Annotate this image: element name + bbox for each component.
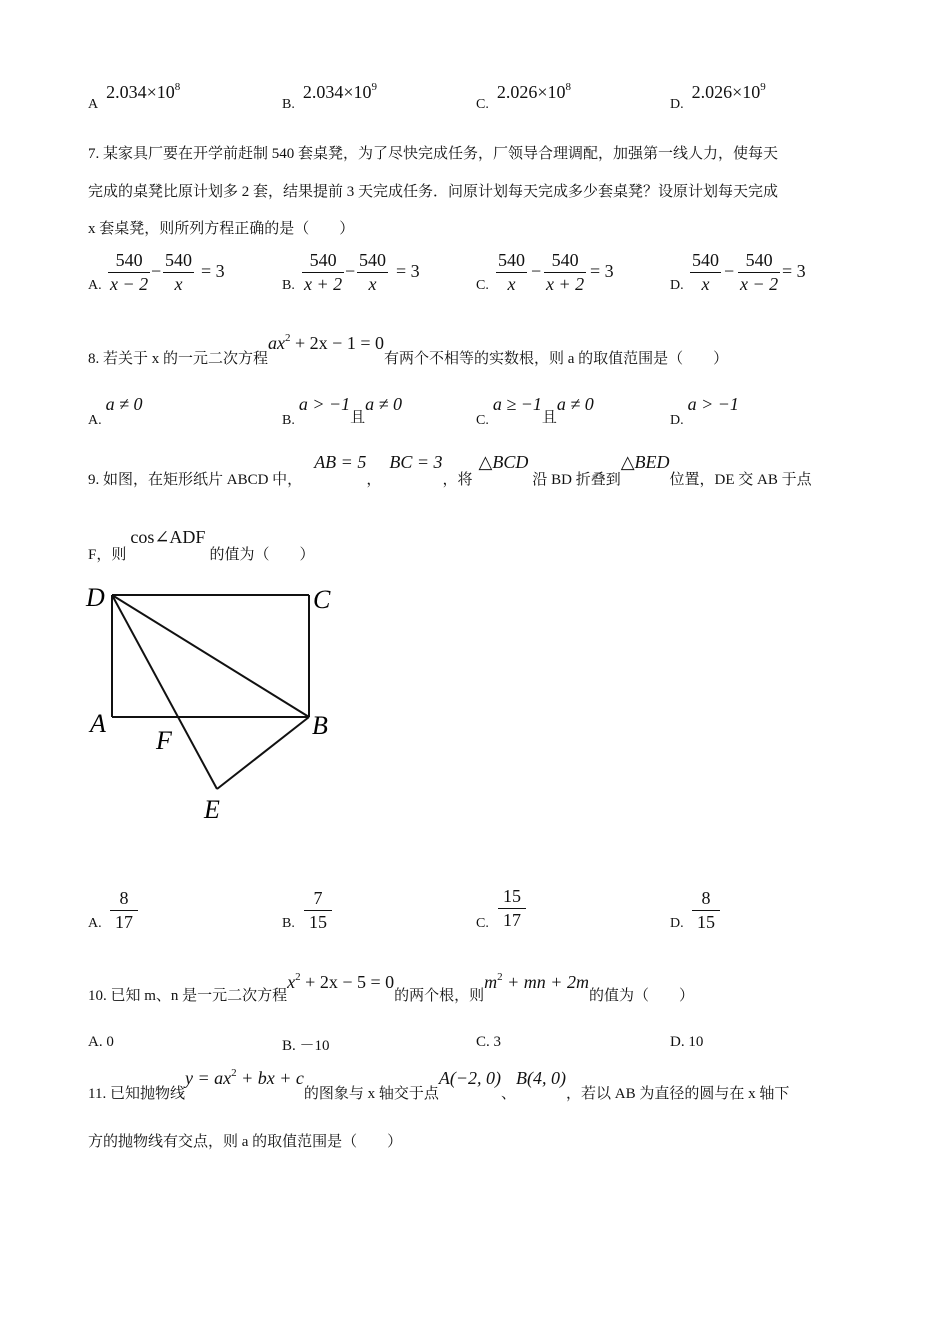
q9-stem-line2: F，则cos∠ADF的值为（ ） — [88, 527, 315, 563]
q7-stem-line2: 完成的桌凳比原计划多 2 套，结果提前 3 天完成任务．问原计划每天完成多少套桌凳？设原计划每天完成 — [88, 184, 779, 200]
q10-option-b[interactable]: B. －10 — [282, 1038, 330, 1054]
vertex-label-c: C — [313, 585, 331, 614]
fraction: 8 15 — [692, 888, 720, 933]
fraction: 540 x — [498, 250, 525, 294]
q6-option-d[interactable]: D. $2.026\times 10^9$ — [670, 81, 766, 112]
fraction: 7 15 — [304, 888, 332, 933]
edge-be — [217, 717, 309, 789]
fraction: 540 x — [692, 250, 719, 294]
vertex-label-d: D — [86, 583, 105, 612]
q6-option-b[interactable]: B. $2.034\times 10^9$ — [282, 81, 377, 112]
exam-page: A $2.034\times 10^8$ B. $2.034\times 10^9$ C. $2.026\times 10^8$ D. $2.026\times 10^9$ 7. 某家具厂要在开学前赶制 540 套桌凳，为了尽快完成任务，厂领导合理调配，加强第一线人力，使每天 完成的桌凳比原计划多 2 套，结果提前 3 天完成任务．问原计划每天完成多少套桌凳？设原计划每天完成 x 套桌凳，则所列方程正确的是（ ） A. 540 x − 2 − 540 x = 3 B. 540 x + 2 − 540 x = 3 C. 540 x − 540 x + 2 = 3 D. 540 x − 540 x − 2 = 3 8. 若关于 x 的一元二次方程$ax^2 + 2x - 1 = 0$有两个不相等的实数根，则 a 的取值范围是（ ） A. a ≠ 0 B. a > −1且a ≠ 0 C. a ≥ −1且a ≠ 0 D. a > −1 9. 如图，在矩形纸片 ABCD 中， AB = 5， BC = 3，将 △BCD 沿 BD 折叠到△BED位置，DE 交 AB 于点 F，则cos∠ADF的值为（ ） D C A B F E A. 8 17 B. 7 15 C. 15 17 D. 8 15 10. 已知 m、n 是一元二次方程$x^2 + 2x - 5 = 0$的两个根，则$m^2$ + mn + 2m的值为（ ） A. 0 B. －10 C. 3 D. 10 11. 已知抛物线$y = ax^2$ + bx + c的图象与 x 轴交于点A(−2, 0)、B(4, 0)，若以 AB 为直径的圆与在 x 轴下 方的抛物线有交点，则 a 的取值范围是（ ） — [0, 0, 950, 1344]
q10-option-a[interactable]: A. 0 — [88, 1034, 114, 1050]
q8-option-c[interactable]: C. a ≥ −1且a ≠ 0 — [476, 394, 594, 428]
q11-stem-line2: 方的抛物线有交点，则 a 的取值范围是（ ） — [88, 1134, 403, 1150]
fraction: 540 x + 2 — [304, 250, 343, 294]
vertex-label-b: B — [312, 711, 328, 740]
q8-option-b[interactable]: B. a > −1且a ≠ 0 — [282, 394, 403, 428]
q7-stem-line1: 7. 某家具厂要在开学前赶制 540 套桌凳，为了尽快完成任务，厂领导合理调配，加强第一线人力，使每天 — [88, 146, 779, 162]
q10-stem: 10. 已知 m、n 是一元二次方程$x^2 + 2x - 5 = 0$的两个根，则$m^2$ + mn + 2m的值为（ ） — [88, 971, 694, 1004]
q6-option-c[interactable]: C. $2.026\times 10^8$ — [476, 81, 571, 112]
q11-stem-line1: 11. 已知抛物线$y = ax^2$ + bx + c的图象与 x 轴交于点A(−2, 0)、B(4, 0)，若以 AB 为直径的圆与在 x 轴下 — [88, 1067, 790, 1102]
fraction: 540 x — [165, 250, 192, 294]
fraction: 540 x — [359, 250, 386, 294]
fraction: 8 17 — [110, 888, 138, 933]
fraction: 15 17 — [498, 886, 526, 931]
q8-option-d[interactable]: D. a > −1 — [670, 394, 739, 428]
fraction: 540 x + 2 — [546, 250, 585, 294]
q9-rectangle-fold-figure — [80, 578, 350, 828]
vertex-label-a: A — [90, 709, 106, 738]
fraction: 540 x − 2 — [110, 250, 149, 294]
q10-option-c[interactable]: C. 3 — [476, 1034, 502, 1050]
q10-option-d[interactable]: D. 10 — [670, 1034, 704, 1050]
diagonal-db — [112, 595, 309, 717]
q8-option-a[interactable]: A. a ≠ 0 — [88, 394, 143, 428]
fraction: 540 x − 2 — [740, 250, 779, 294]
edge-de — [112, 595, 217, 789]
q6-option-a[interactable]: A $2.034\times 10^8$ — [88, 81, 181, 112]
point-label-f: F — [156, 726, 172, 755]
q8-stem: 8. 若关于 x 的一元二次方程$ax^2 + 2x - 1 = 0$有两个不相等的实数根，则 a 的取值范围是（ ） — [88, 332, 729, 367]
q9-stem-line1: 9. 如图，在矩形纸片 ABCD 中， AB = 5， BC = 3，将 △BCD 沿 BD 折叠到△BED位置，DE 交 AB 于点 — [88, 452, 812, 488]
vertex-label-e: E — [204, 795, 220, 824]
q7-stem-line3: x 套桌凳，则所列方程正确的是（ ） — [88, 221, 355, 237]
